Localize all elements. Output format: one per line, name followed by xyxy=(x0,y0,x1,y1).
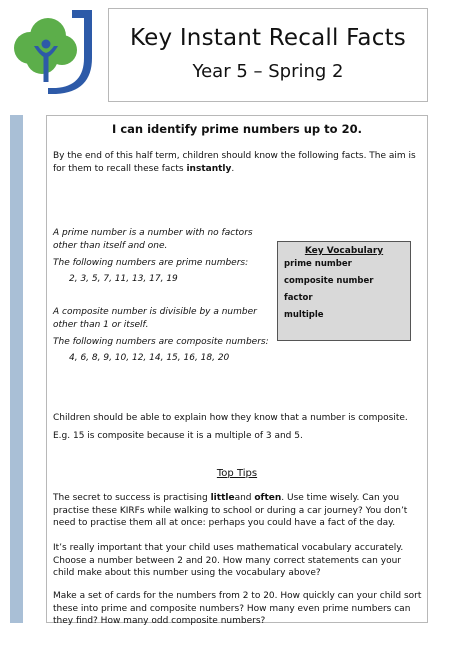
prime-list-label: The following numbers are prime numbers: xyxy=(53,258,249,268)
intro-bold: instantly xyxy=(186,163,232,174)
content-panel xyxy=(46,115,428,626)
prime-def-line-1: A prime number is a number with no factors xyxy=(53,228,253,238)
prime-def-line-2: other than itself and one. xyxy=(53,240,168,251)
tip1-bold-little: little xyxy=(210,493,235,503)
side-bar xyxy=(10,115,23,623)
vocabulary-item: multiple xyxy=(284,310,324,320)
top-tips-title: Top Tips xyxy=(216,468,258,479)
content-heading: I can identify prime numbers up to 20. xyxy=(112,122,362,136)
intro-text: By the end of this half term, children should know the following facts. The aim is for them to recall these facts xyxy=(53,151,416,174)
explain-line-1: Children should be able to explain how they know that a number is composite. xyxy=(53,413,408,423)
composite-definition xyxy=(53,306,273,331)
prime-definition xyxy=(53,227,273,252)
composite-def-line-1: A composite number is divisible by a number xyxy=(53,307,257,317)
intro-paragraph xyxy=(53,150,423,175)
vocabulary-item: prime number xyxy=(284,259,352,269)
title-box xyxy=(108,8,428,102)
key-vocabulary-box xyxy=(277,241,411,341)
vocabulary-item: factor xyxy=(284,293,313,303)
composite-def-line-2: other than 1 or itself. xyxy=(53,319,149,330)
tip1-text-a: The secret to success is practising xyxy=(53,493,211,503)
tip1-text-c: and xyxy=(234,493,255,503)
vocabulary-item: composite number xyxy=(284,276,374,286)
tip1-bold-often: often xyxy=(254,493,282,503)
composite-list: 4, 6, 8, 9, 10, 12, 14, 15, 16, 18, 20 xyxy=(69,353,230,363)
school-logo xyxy=(8,6,98,98)
page-subtitle: Year 5 – Spring 2 xyxy=(192,61,344,82)
prime-list: 2, 3, 5, 7, 11, 13, 17, 19 xyxy=(69,274,178,284)
tip1-text-d: . Use time wisely. Can you practise these KIRFs while walking to school or during a car journey? You don’t need to practise them all at once: perhaps you could have a fact of the day. xyxy=(53,493,408,528)
intro-end: . xyxy=(231,163,235,174)
explain-line-2: E.g. 15 is composite because it is a multiple of 3 and 5. xyxy=(53,431,303,441)
tip-paragraph-3: Make a set of cards for the numbers from 2 to 20. How quickly can your child sort these into prime and composite numbers? How many even prime numbers can they find? How many odd composite numbers? xyxy=(53,591,422,626)
tip-paragraph-2: It’s really important that your child uses mathematical vocabulary accurately. Choose a number between 2 and 20. How many correct statements can your child make about this number using the vocabulary above? xyxy=(53,543,404,578)
vocabulary-title: Key Vocabulary xyxy=(304,246,384,256)
tip-paragraph-1 xyxy=(53,492,423,530)
page-title: Key Instant Recall Facts xyxy=(130,25,406,51)
composite-list-label: The following numbers are composite numbers: xyxy=(53,337,269,347)
